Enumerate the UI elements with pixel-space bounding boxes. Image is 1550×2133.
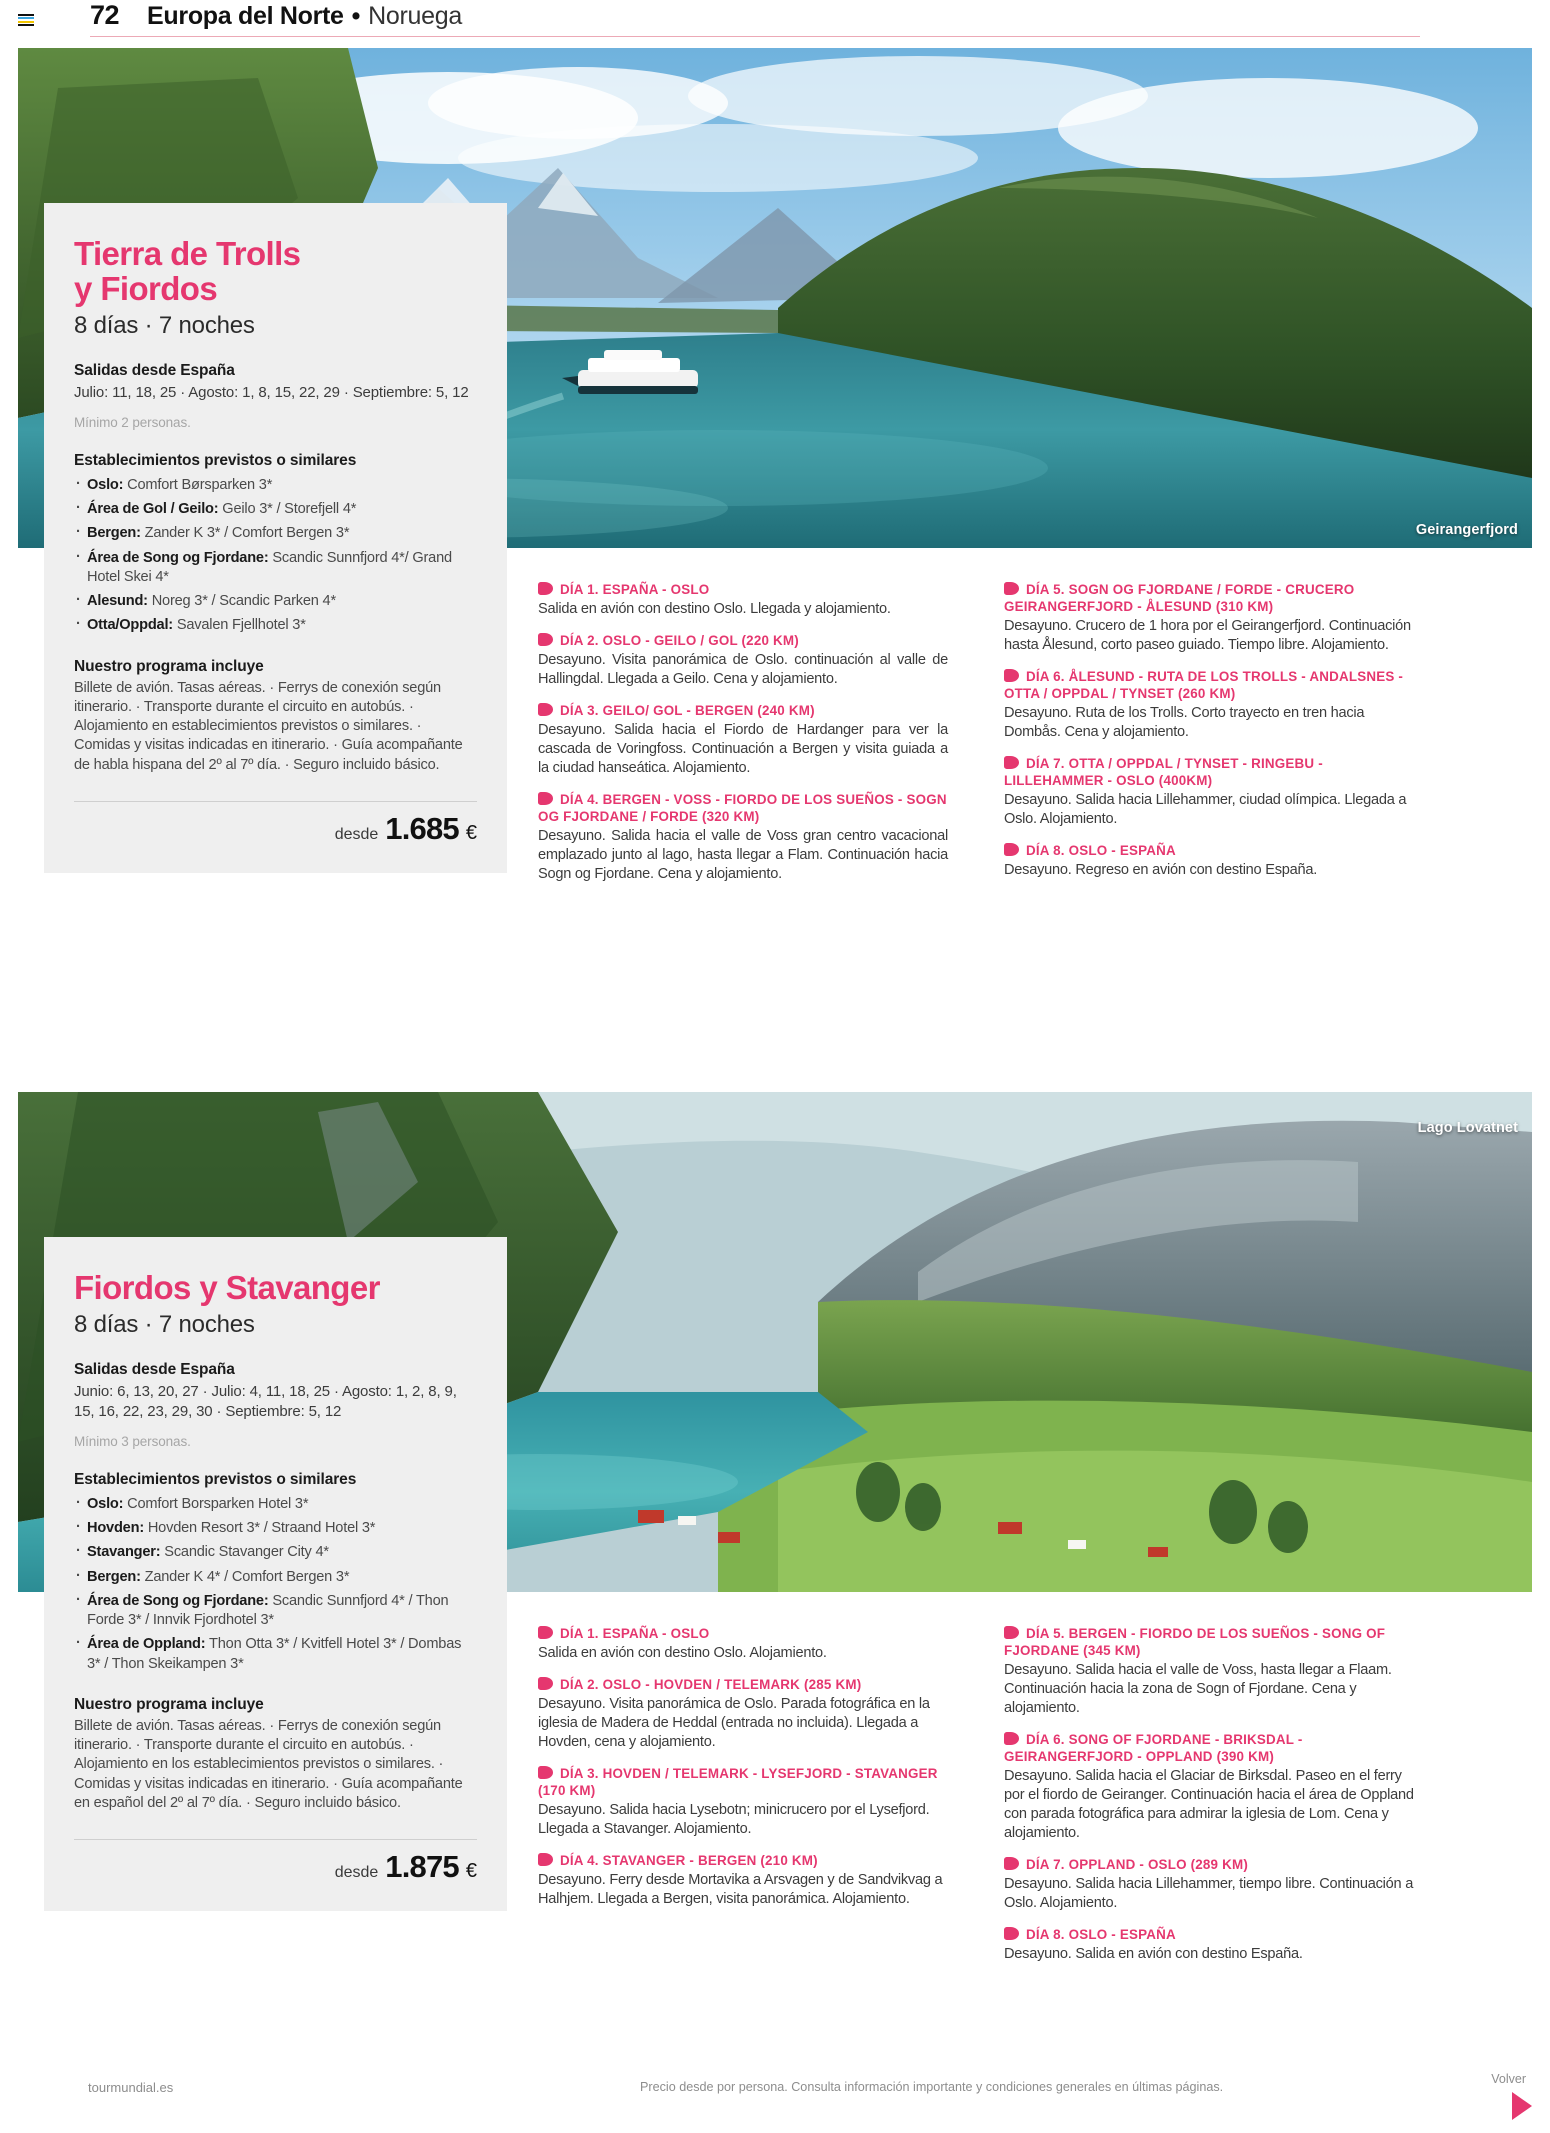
list-item <box>74 500 477 519</box>
itinerary-day <box>1004 1856 1414 1913</box>
hotel-city: Alesund: <box>87 593 148 610</box>
departures-section <box>74 1361 477 1449</box>
includes-section <box>74 658 477 775</box>
minimum-pax-note: Mínimo 2 personas. <box>74 414 191 430</box>
day-title-text: DÍA 8. OSLO - ESPAÑA <box>1026 842 1176 858</box>
itinerary-day <box>538 632 948 689</box>
hotel-names: Scandic Sunnfjord 4*/ Grand Hotel Skei 4* <box>87 549 452 585</box>
flag-icon <box>1004 582 1019 595</box>
price-currency: € <box>465 1860 477 1883</box>
flag-icon <box>538 1853 553 1866</box>
day-title <box>538 1676 948 1693</box>
header-title-row <box>90 0 1420 37</box>
footer-website[interactable]: tourmundial.es <box>88 2080 174 2095</box>
day-title <box>538 632 948 649</box>
hotels-section <box>74 1471 477 1674</box>
itinerary-day <box>538 1852 948 1909</box>
day-title-text: DÍA 2. OSLO - GEILO / GOL (220 KM) <box>560 632 799 648</box>
flag-icon <box>538 792 553 805</box>
day-body: Desayuno. Salida hacia Lillehammer, ciudad olímpica. Llegada a Oslo. Alojamiento. <box>1004 791 1407 827</box>
day-title <box>1004 581 1414 615</box>
flag-icon <box>1004 1857 1019 1870</box>
hotel-names: Savalen Fjellhotel 3* <box>176 617 306 634</box>
hotels-heading: Establecimientos previstos o similares <box>74 451 357 469</box>
departures-dates: Junio: 6, 13, 20, 27 · Julio: 4, 11, 18, 25 · Agosto: 1, 2, 8, 9, 15, 16, 22, 23, 29, 30 · Septiembre: 5, 12 <box>74 1382 457 1420</box>
day-title <box>538 702 948 719</box>
hotel-names: Zander K 4* / Comfort Bergen 3* <box>144 1568 350 1585</box>
hotel-names: Hovden Resort 3* / Straand Hotel 3* <box>147 1520 376 1537</box>
itinerary-column-right <box>976 1597 1442 1987</box>
flag-icon <box>538 1677 553 1690</box>
departures-heading: Salidas desde España <box>74 1360 235 1378</box>
day-title-text: DÍA 2. OSLO - HOVDEN / TELEMARK (285 KM) <box>560 1676 862 1692</box>
hotel-city: Área de Gol / Geilo: <box>87 501 219 518</box>
itinerary-day <box>538 1676 948 1752</box>
itinerary-day <box>1004 755 1414 829</box>
itinerary-day <box>1004 1625 1414 1718</box>
header-region-title: Europa del Norte <box>147 2 344 30</box>
header-country: Noruega <box>368 2 462 30</box>
day-body: Desayuno. Salida hacia el valle de Voss gran centro vacacional emplazado junto al lago, hasta llegar a Flam. Continuación hacia Sogn og Fjordane. Cena y alojamiento. <box>538 827 948 882</box>
flag-icon <box>1004 1927 1019 1940</box>
hotel-names: Scandic Stavanger City 4* <box>164 1544 329 1561</box>
day-title <box>1004 755 1414 789</box>
list-item <box>74 549 477 588</box>
offer-title <box>74 1271 477 1306</box>
flag-icon <box>1004 756 1019 769</box>
flag-icon <box>538 582 553 595</box>
departures-dates: Julio: 11, 18, 25 · Agosto: 1, 8, 15, 22, 29 · Septiembre: 5, 12 <box>74 383 469 401</box>
hotel-city: Oslo: <box>87 1495 124 1512</box>
offer-title-line1: Tierra de Trolls <box>74 235 301 272</box>
includes-heading: Nuestro programa incluye <box>74 1695 264 1713</box>
day-title <box>1004 842 1414 859</box>
hotel-city: Área de Song og Fjordane: <box>87 549 269 566</box>
day-title-text: DÍA 1. ESPAÑA - OSLO <box>560 582 710 597</box>
day-body: Desayuno. Visita panorámica de Oslo. continuación al valle de Hallingdal. Llegada a Geilo. Cena y alojamiento. <box>538 652 948 687</box>
day-title <box>538 581 948 598</box>
flag-icon <box>538 703 553 716</box>
day-title-text: DÍA 5. BERGEN - FIORDO DE LOS SUEÑOS - SONG OF FJORDANE (345 KM) <box>1004 1626 1386 1659</box>
itinerary-day <box>1004 1731 1414 1843</box>
itinerary-day <box>538 581 948 619</box>
hotel-city: Bergen: <box>87 525 141 542</box>
day-body: Desayuno. Crucero de 1 hora por el Geirangerfjord. Continuación hasta Ålesund, corto paseo guiado. Tiempo libre. Alojamiento. <box>1004 618 1411 653</box>
departures-section <box>74 362 477 430</box>
itinerary-day <box>538 791 948 884</box>
hotel-names: Geilo 3* / Storefjell 4* <box>222 501 357 518</box>
list-item <box>74 616 477 635</box>
price-row <box>74 801 477 847</box>
itinerary-day <box>1004 581 1414 655</box>
day-title <box>538 791 948 825</box>
day-title <box>1004 1731 1414 1765</box>
price-currency: € <box>465 821 477 844</box>
flag-icon <box>538 1766 553 1779</box>
offer-info-card <box>44 203 507 873</box>
photo-caption: Geirangerfjord <box>1415 522 1518 538</box>
day-title-text: DÍA 8. OSLO - ESPAÑA <box>1026 1926 1176 1942</box>
list-item <box>74 524 477 543</box>
day-title-text: DÍA 7. OPPLAND - OSLO (289 KM) <box>1026 1856 1249 1872</box>
page-footer <box>0 2068 1550 2133</box>
list-item <box>74 592 477 611</box>
list-item <box>74 1568 477 1587</box>
itinerary-column-left <box>510 1597 976 1987</box>
day-body: Desayuno. Ferry desde Mortavika a Arsvagen y de Sandvikvag a Halhjem. Llegada a Bergen, visita panorámica. Alojamiento. <box>538 1871 943 1907</box>
page-number: 72 <box>90 0 120 30</box>
price-row <box>74 1839 477 1885</box>
list-item <box>74 1519 477 1538</box>
offer-title <box>74 237 477 307</box>
back-arrow-icon[interactable] <box>1512 2092 1532 2120</box>
page-header <box>0 0 1550 40</box>
hotels-section <box>74 452 477 636</box>
itinerary-day <box>538 1625 948 1663</box>
list-item <box>74 1592 477 1631</box>
hotel-names: Thon Otta 3* / Kvitfell Hotel 3* / Dombas 3* / Thon Skeikampen 3* <box>87 1636 462 1672</box>
day-body: Desayuno. Regreso en avión con destino España. <box>1004 861 1318 878</box>
day-body: Desayuno. Salida hacia el Glaciar de Birksdal. Paseo en el ferry por el fiordo de Geiranger. Continuación hacia el área de Oppland con parada fotográfica para admirar la iglesia de Lom. Cena y alojamiento. <box>1004 1767 1414 1841</box>
day-title <box>1004 1926 1414 1943</box>
day-title-text: DÍA 4. BERGEN - VOSS - FIORDO DE LOS SUEÑOS - SOGN OG FJORDANE / FORDE (320 KM) <box>538 791 947 824</box>
itinerary-column-left <box>510 553 976 907</box>
header-separator: • <box>351 2 361 30</box>
itinerary-day <box>1004 842 1414 880</box>
flag-icon <box>1004 1626 1019 1639</box>
day-title-text: DÍA 6. ÅLESUND - RUTA DE LOS TROLLS - ANDALSNES - OTTA / OPPDAL / TYNSET (260 KM) <box>1004 668 1404 701</box>
flag-icon <box>538 633 553 646</box>
price-from-label: desde <box>334 825 379 843</box>
hotel-names: Zander K 3* / Comfort Bergen 3* <box>144 525 350 542</box>
day-body: Desayuno. Ruta de los Trolls. Corto trayecto en tren hacia Dombås. Cena y alojamiento. <box>1004 705 1365 740</box>
day-body: Desayuno. Salida hacia el valle de Voss, hasta llegar a Flaam. Continuación hacia la zona de Sogn of Fjordane. Cena y alojamiento. <box>1004 1662 1392 1716</box>
offer-title-line1: Fiordos y Stavanger <box>74 1269 380 1306</box>
day-body: Salida en avión con destino Oslo. Llegada y alojamiento. <box>538 601 891 618</box>
hotel-names: Comfort Borsparken Hotel 3* <box>127 1495 309 1512</box>
price-value: 1.875 <box>385 1849 459 1885</box>
day-body: Desayuno. Salida hacia el Fiordo de Hardanger para ver la cascada de Voringfoss. Continuación a Bergen y visita guiada a la ciudad hanseática. Alojamiento. <box>538 721 948 776</box>
day-title <box>1004 1856 1414 1873</box>
hotels-list <box>74 1495 477 1674</box>
minimum-pax-note: Mínimo 3 personas. <box>74 1433 191 1449</box>
day-body: Desayuno. Salida en avión con destino España. <box>1004 1945 1303 1962</box>
includes-text: Billete de avión. Tasas aéreas. · Ferrys de conexión según itinerario. · Transporte durante el circuito en autobús. · Alojamiento en establecimientos previstos o similares. · Comidas y visitas indicadas en itinerario. · Guía acompañante de habla hispana del 2º al 7º día. · Seguro incluido básico. <box>74 679 463 773</box>
hotel-city: Hovden: <box>87 1520 144 1537</box>
hotels-heading: Establecimientos previstos o similares <box>74 1470 357 1488</box>
itinerary-day <box>1004 1926 1414 1964</box>
brand-logo-icon <box>18 14 34 26</box>
flag-icon <box>1004 669 1019 682</box>
day-title-text: DÍA 7. OTTA / OPPDAL / TYNSET - RINGEBU - LILLEHAMMER - OSLO (400KM) <box>1004 755 1323 788</box>
hotel-names: Scandic Sunnfjord 4* / Thon Forde 3* / Innvik Fjordhotel 3* <box>87 1592 449 1629</box>
footer-disclaimer: Precio desde por persona. Consulta información importante y condiciones generales en últimas páginas. <box>640 2080 1224 2094</box>
hotel-city: Stavanger: <box>87 1544 161 1561</box>
hotel-city: Oslo: <box>87 476 124 493</box>
price-value: 1.685 <box>385 810 459 846</box>
day-title-text: DÍA 5. SOGN OG FJORDANE / FORDE - CRUCERO GEIRANGERFJORD - ÅLESUND (310 KM) <box>1004 582 1355 615</box>
offer-title-line2: y Fiordos <box>74 269 218 307</box>
back-label[interactable]: Volver <box>1491 2072 1526 2086</box>
list-item <box>74 1495 477 1514</box>
day-title <box>1004 1625 1414 1659</box>
day-title <box>538 1625 948 1642</box>
hotel-city: Bergen: <box>87 1568 141 1585</box>
day-title-text: DÍA 4. STAVANGER - BERGEN (210 KM) <box>560 1852 818 1868</box>
itinerary-column-right <box>976 553 1442 907</box>
includes-heading: Nuestro programa incluye <box>74 657 264 675</box>
itinerary-day <box>1004 668 1414 742</box>
day-body: Desayuno. Salida hacia Lysebotn; minicrucero por el Lysefjord. Llegada a Stavanger. Alojamiento. <box>538 1801 930 1837</box>
hotel-city: Área de Song og Fjordane: <box>87 1592 269 1609</box>
hotel-names: Comfort Børsparken 3* <box>127 476 273 493</box>
day-title <box>538 1852 948 1869</box>
hotel-names: Noreg 3* / Scandic Parken 4* <box>151 593 336 610</box>
list-item <box>74 476 477 495</box>
list-item <box>74 1635 477 1674</box>
list-item <box>74 1543 477 1562</box>
day-body: Desayuno. Visita panorámica de Oslo. Parada fotográfica en la iglesia de Madera de Heddal (entrada no incluida). Llegada a Hovden, cena y alojamiento. <box>538 1696 930 1750</box>
photo-caption: Lago Lovatnet <box>1417 1120 1518 1136</box>
includes-text: Billete de avión. Tasas aéreas. · Ferrys de conexión según itinerario. · Transporte durante el circuito en autobús. · Alojamiento en los establecimientos previstos o similares. · Comidas y visitas indicadas en itinerario. · Guía acompañante en español del 2º al 7º día. · Seguro incluido básico. <box>74 1717 463 1811</box>
day-title-text: DÍA 1. ESPAÑA - OSLO <box>560 1626 710 1641</box>
day-title <box>1004 668 1414 702</box>
departures-heading: Salidas desde España <box>74 361 235 379</box>
day-body: Desayuno. Salida hacia Lillehammer, tiempo libre. Continuación a Oslo. Alojamiento. <box>1004 1875 1414 1911</box>
day-title-text: DÍA 3. HOVDEN / TELEMARK - LYSEFJORD - STAVANGER (170 KM) <box>538 1765 938 1798</box>
itinerary-day <box>538 702 948 778</box>
itinerary-day <box>538 1765 948 1839</box>
hotels-list <box>74 476 477 636</box>
flag-icon <box>1004 843 1019 856</box>
day-title-text: DÍA 6. SONG OF FJORDANE - BRIKSDAL - GEIRANGERFJORD - OPPLAND (390 KM) <box>1004 1731 1303 1764</box>
flag-icon <box>1004 1732 1019 1745</box>
includes-section <box>74 1696 477 1813</box>
offer-duration: 8 días · 7 noches <box>74 311 255 339</box>
offer-info-card <box>44 1237 507 1911</box>
hotel-city: Otta/Oppdal: <box>87 617 173 634</box>
day-body: Salida en avión con destino Oslo. Alojamiento. <box>538 1645 827 1662</box>
day-title <box>538 1765 948 1799</box>
flag-icon <box>538 1626 553 1639</box>
day-title-text: DÍA 3. GEILO/ GOL - BERGEN (240 KM) <box>560 702 815 718</box>
price-from-label: desde <box>334 1864 379 1882</box>
hotel-city: Área de Oppland: <box>87 1636 206 1653</box>
offer-duration: 8 días · 7 noches <box>74 1310 255 1338</box>
